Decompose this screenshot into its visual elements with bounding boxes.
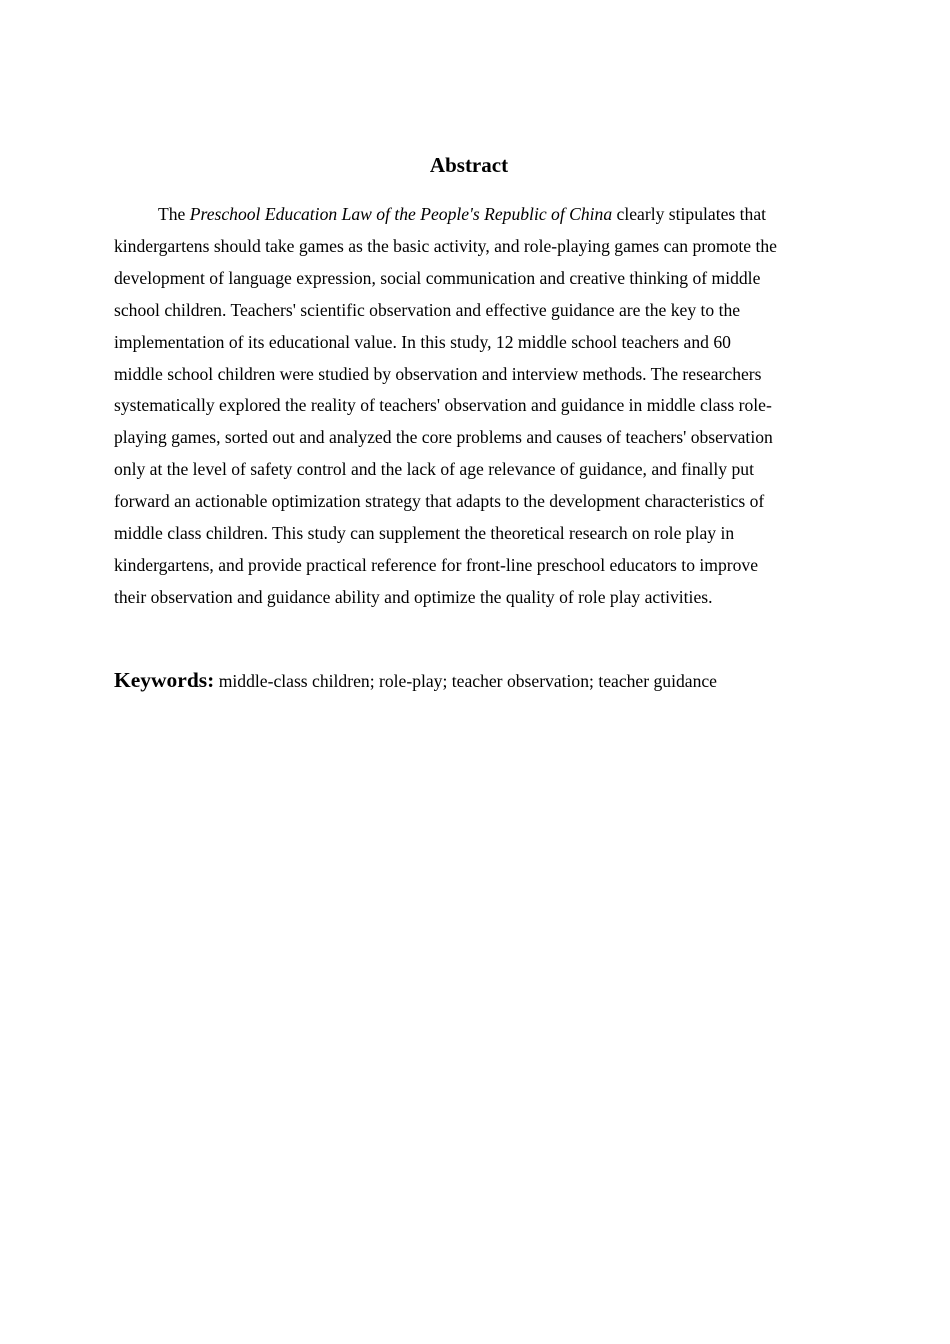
abstract-line: their observation and guidance ability and optimize the quality of role play activities. (114, 586, 713, 607)
abstract-line-1-rest: clearly stipulates that (612, 204, 767, 224)
abstract-line: systematically explored the reality of teachers' observation and guidance in middle class role- (114, 395, 772, 416)
keywords-value: middle-class children; role-play; teacher observation; teacher guidance (214, 671, 717, 691)
abstract-line: middle school children were studied by observation and interview methods. The researchers (114, 363, 762, 384)
abstract-line: only at the level of safety control and the lack of age relevance of guidance, and finally put (114, 459, 754, 480)
abstract-heading: Abstract (429, 153, 509, 177)
abstract-line: kindergartens, and provide practical reference for front-line preschool educators to improve (114, 554, 759, 575)
abstract-line: forward an actionable optimization strategy that adapts to the development characteristics of (114, 491, 765, 512)
keywords-line (114, 664, 842, 697)
abstract-line-1 (114, 199, 842, 231)
abstract-line: kindergartens should take games as the basic activity, and role-playing games can promote the (114, 235, 777, 256)
abstract-line: school children. Teachers' scientific observation and effective guidance are the key to the (114, 299, 741, 320)
abstract-line: middle class children. This study can supplement the theoretical research on role play in (114, 523, 735, 544)
abstract-intro: The (158, 204, 190, 224)
abstract-line: development of language expression, social communication and creative thinking of middle (114, 267, 761, 288)
keywords-label: Keywords: (114, 668, 215, 692)
abstract-paragraph (114, 199, 842, 614)
abstract-line: playing games, sorted out and analyzed the core problems and causes of teachers' observation (114, 427, 773, 448)
abstract-line: implementation of its educational value. In this study, 12 middle school teachers and 60 (114, 331, 731, 352)
law-title: Preschool Education Law of the People's Republic of China (189, 204, 613, 224)
